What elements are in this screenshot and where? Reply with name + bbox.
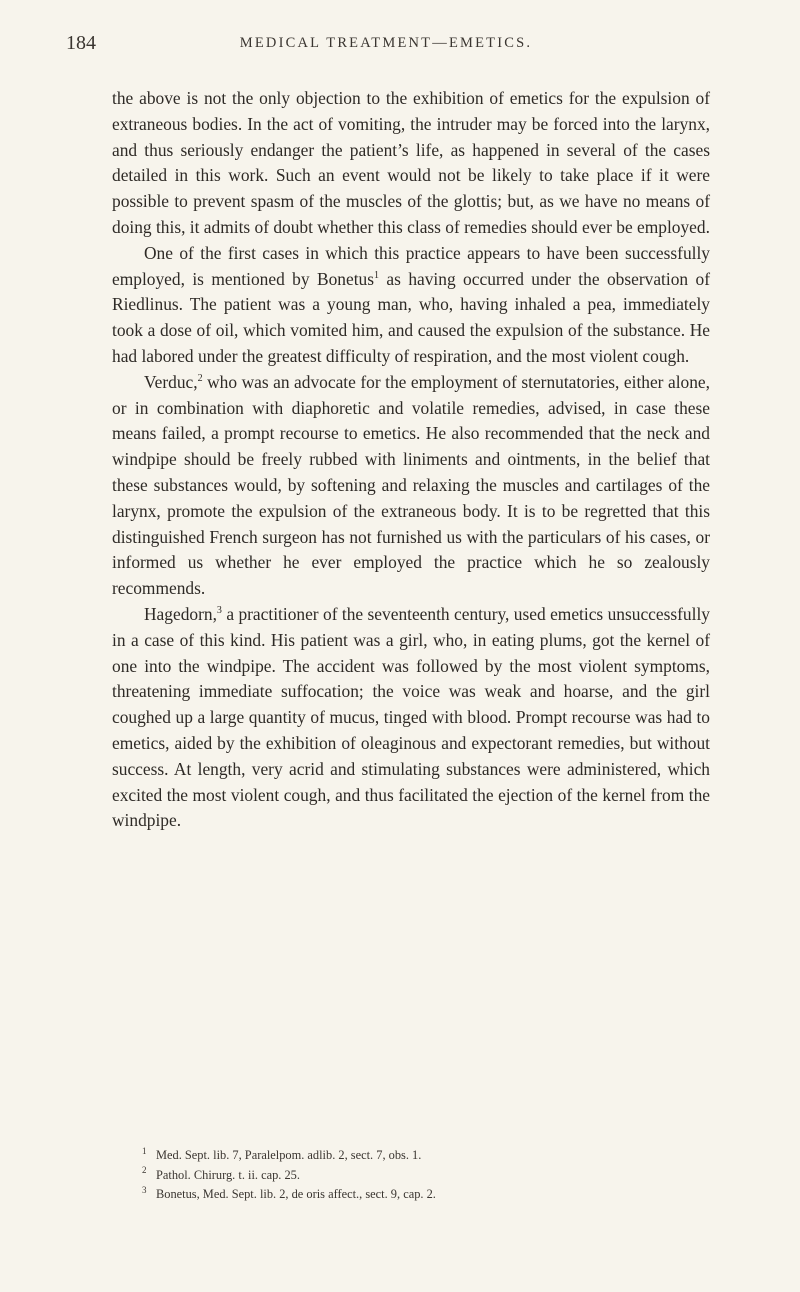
footnote-1-text: Med. Sept. lib. 7, Paralelpom. adlib. 2, sect. 7, obs. 1. <box>156 1148 422 1162</box>
footnote-ref-1: 1 <box>374 269 379 281</box>
paragraph-2-text-b: as having occurred under the observation of Riedlinus. The patient was a young man, who, having inhaled a pea, immediately took a dose of oil, which vomited him, and caused the expulsion of the substance. He had labored under the greatest difficulty of respiration, and the most violent cough. <box>112 268 711 366</box>
paragraph-3-text-a: Verduc, <box>144 371 198 392</box>
footnote-2: 2 Pathol. Chirurg. t. ii. cap. 25. <box>142 1165 300 1182</box>
paragraph-2 <box>112 241 710 370</box>
paragraph-4-text-b: a practitioner of the seventeenth century, used emetics unsuccessfully in a case of this kind. His patient was a girl, who, in eating plums, got the kernel of one into the windpipe. The accident was followed by the most violent symptoms, threatening immediate suffocation; the voice was weak and hoarse, and the girl coughed up a large quantity of mucus, tinged with blood. Prompt recourse was had to emetics, aided by the exhibition of oleaginous and expectorant remedies, but without success. At length, very acrid and stimulating substances were administered, which excited the most violent cough, and thus facilitated the ejection of the kernel from the windpipe. <box>112 603 710 831</box>
footnote-3: 3 Bonetus, Med. Sept. lib. 2, de oris affect., sect. 9, cap. 2. <box>142 1184 436 1201</box>
page-header <box>66 32 706 58</box>
paragraph-2-text-a: One of the first cases in which this practice appears to have been successfully employed, is mentioned by Bonetus <box>112 242 710 289</box>
footnote-1: 1 Med. Sept. lib. 7, Paralelpom. adlib. 2, sect. 7, obs. 1. <box>142 1145 422 1162</box>
paragraph-3-text-b: who was an advocate for the employment of sternutatories, either alone, or in combination with diaphoretic and volatile remedies, advised, in case these means failed, a prompt recourse to emetics. He also recommended that the neck and windpipe should be freely rubbed with liniments and ointments, in the belief that these substances would, by softening and relaxing the muscles and cartilages of the larynx, promote the expulsion of the extraneous body. It is to be regretted that this distinguished French surgeon has not furnished us with the particulars of his cases, or informed us whether he ever employed the practice which he so zealously recommends. <box>112 371 710 599</box>
footnote-ref-3: 3 <box>216 605 222 617</box>
footnote-3-text: Bonetus, Med. Sept. lib. 2, de oris affect., sect. 9, cap. 2. <box>156 1187 436 1201</box>
paragraph-1: the above is not the only objection to the exhibition of emetics for the expulsion of extraneous bodies. In the act of vomiting, the intruder may be forced into the larynx, and thus seriously endanger the patient’s life, as happened in several of the cases detailed in this work. Such an event would not be likely to take place if it were possible to prevent spasm of the muscles of the glottis; but, as we have no means of doing this, it admits of doubt whether this class of remedies should ever be employed. <box>112 88 710 237</box>
running-head: MEDICAL TREATMENT—EMETICS. <box>239 35 533 51</box>
paragraph-4 <box>112 602 710 834</box>
paragraph-3 <box>112 370 710 602</box>
footnotes <box>142 1146 702 1205</box>
page-number: 184 <box>66 32 96 54</box>
footnote-2-text: Pathol. Chirurg. t. ii. cap. 25. <box>156 1167 300 1182</box>
paragraph-4-text-a: Hagedorn, <box>144 603 217 624</box>
body-text <box>112 86 710 834</box>
footnote-ref-2: 2 <box>197 372 203 384</box>
